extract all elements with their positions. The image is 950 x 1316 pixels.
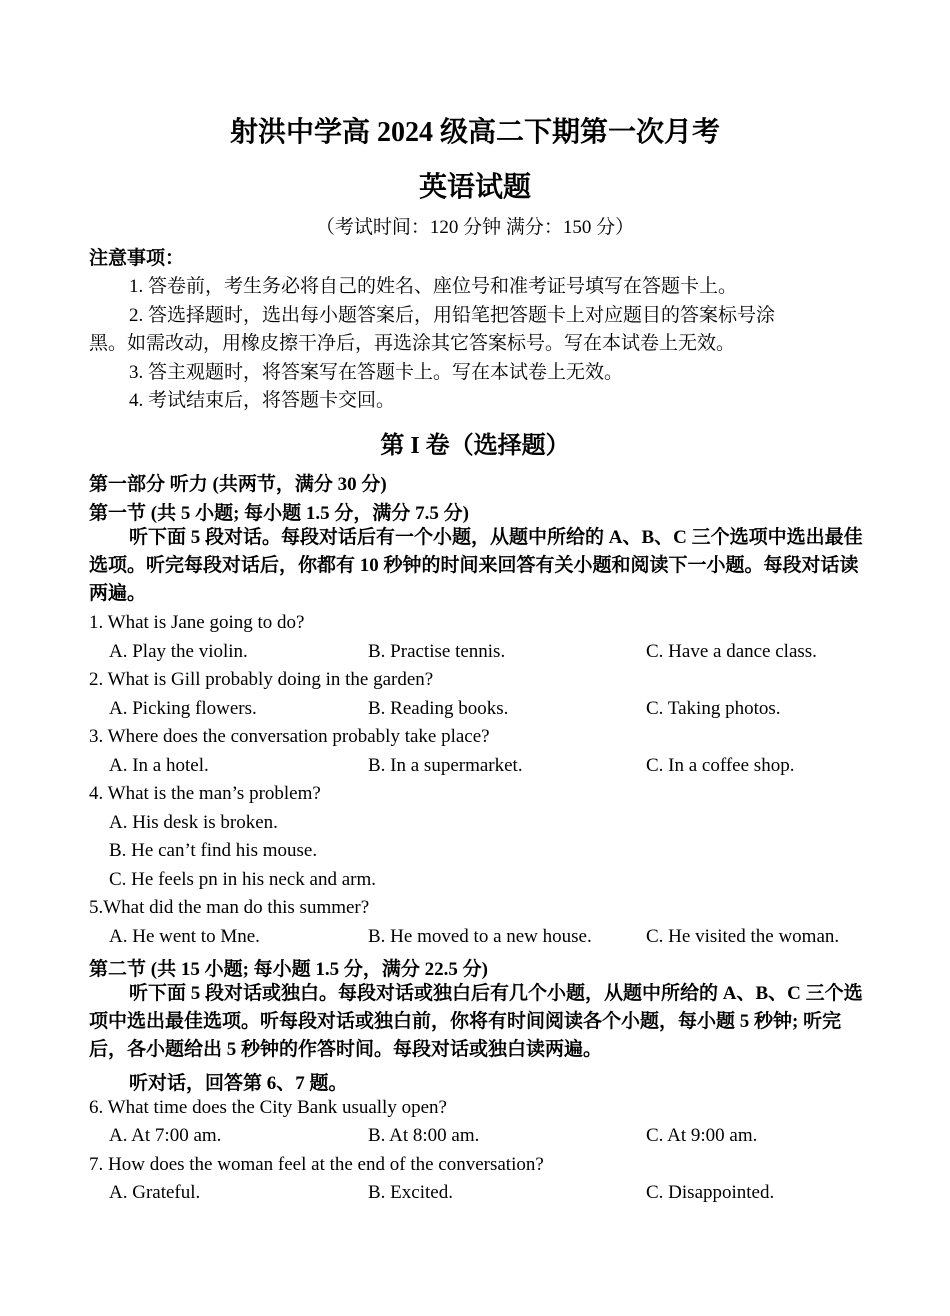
section-heading: 第一节 (共 5 小题; 每小题 1.5 分，满分 7.5 分) <box>89 503 469 524</box>
option-c: C. He visited the woman. <box>646 926 840 947</box>
note-item: 黑。如需改动，用橡皮擦干净后，再选涂其它答案标号。写在本试卷上无效。 <box>89 333 736 354</box>
question-stem: 7. How does the woman feel at the end of the conversation? <box>89 1154 544 1175</box>
option-b: B. Practise tennis. <box>368 641 506 662</box>
part-heading: 第一部分 听力 (共两节，满分 30 分) <box>89 474 387 495</box>
note-item: 4. 考试结束后，将答题卡交回。 <box>129 390 396 411</box>
note-item: 2. 答选择题时，选出每小题答案后，用铅笔把答题卡上对应题目的答案标号涂 <box>129 305 776 326</box>
section-title: 第 I 卷（选择题） <box>380 433 570 459</box>
note-item: 3. 答主观题时，将答案写在答题卡上。写在本试卷上无效。 <box>129 362 624 383</box>
option-c: C. Taking photos. <box>646 698 781 719</box>
question-stem: 3. Where does the conversation probably take place? <box>89 726 490 747</box>
exam-info: （考试时间：120 分钟 满分：150 分） <box>315 217 635 238</box>
option-c: C. In a coffee shop. <box>646 755 795 776</box>
note-item: 1. 答卷前，考生务必将自己的姓名、座位号和准考证号填写在答题卡上。 <box>129 276 738 297</box>
question-stem: 1. What is Jane going to do? <box>89 612 305 633</box>
question-stem: 4. What is the man’s problem? <box>89 783 321 804</box>
option-c: C. Have a dance class. <box>646 641 817 662</box>
option-b: B. In a supermarket. <box>368 755 523 776</box>
notes-heading: 注意事项： <box>89 248 185 269</box>
option-c: C. Disappointed. <box>646 1182 775 1203</box>
option-b: B. Excited. <box>368 1182 453 1203</box>
option-b: B. Reading books. <box>368 698 509 719</box>
option-a: A. Grateful. <box>109 1182 201 1203</box>
option-a: A. His desk is broken. <box>109 812 278 833</box>
instructions: 听下面 5 段对话或独白。每段对话或独白后有几个小题，从题中所给的 A、B、C 三个选项中选出最佳选项。听每段对话或独白前，你将有时间阅读各个小题，每小题 5 秒钟; 听完后，各小题给出 5 秒钟的作答时间。每段对话或独白读两遍。 <box>89 983 863 1060</box>
option-a: A. He went to Mne. <box>109 926 260 947</box>
option-a: A. In a hotel. <box>109 755 209 776</box>
option-a: A. Play the violin. <box>109 641 248 662</box>
option-a: A. Picking flowers. <box>109 698 257 719</box>
instructions: 听下面 5 段对话。每段对话后有一个小题，从题中所给的 A、B、C 三个选项中选出最佳选项。听完每段对话后，你都有 10 秒钟的时间来回答有关小题和阅读下一小题。每段对话读两遍。 <box>89 527 863 604</box>
option-a: A. At 7:00 am. <box>109 1125 222 1146</box>
listening-prompt: 听对话，回答第 6、7 题。 <box>129 1073 348 1094</box>
exam-title: 射洪中学高 2024 级高二下期第一次月考 <box>229 117 720 148</box>
exam-subject: 英语试题 <box>418 172 531 203</box>
option-c: C. He feels pn in his neck and arm. <box>109 869 376 890</box>
question-stem: 6. What time does the City Bank usually open? <box>89 1097 447 1118</box>
option-b: B. He moved to a new house. <box>368 926 592 947</box>
section-heading: 第二节 (共 15 小题; 每小题 1.5 分，满分 22.5 分) <box>89 959 488 980</box>
question-stem: 5.What did the man do this summer? <box>89 897 370 918</box>
option-c: C. At 9:00 am. <box>646 1125 758 1146</box>
question-stem: 2. What is Gill probably doing in the garden? <box>89 669 434 690</box>
option-b: B. He can’t find his mouse. <box>109 840 318 861</box>
option-b: B. At 8:00 am. <box>368 1125 480 1146</box>
